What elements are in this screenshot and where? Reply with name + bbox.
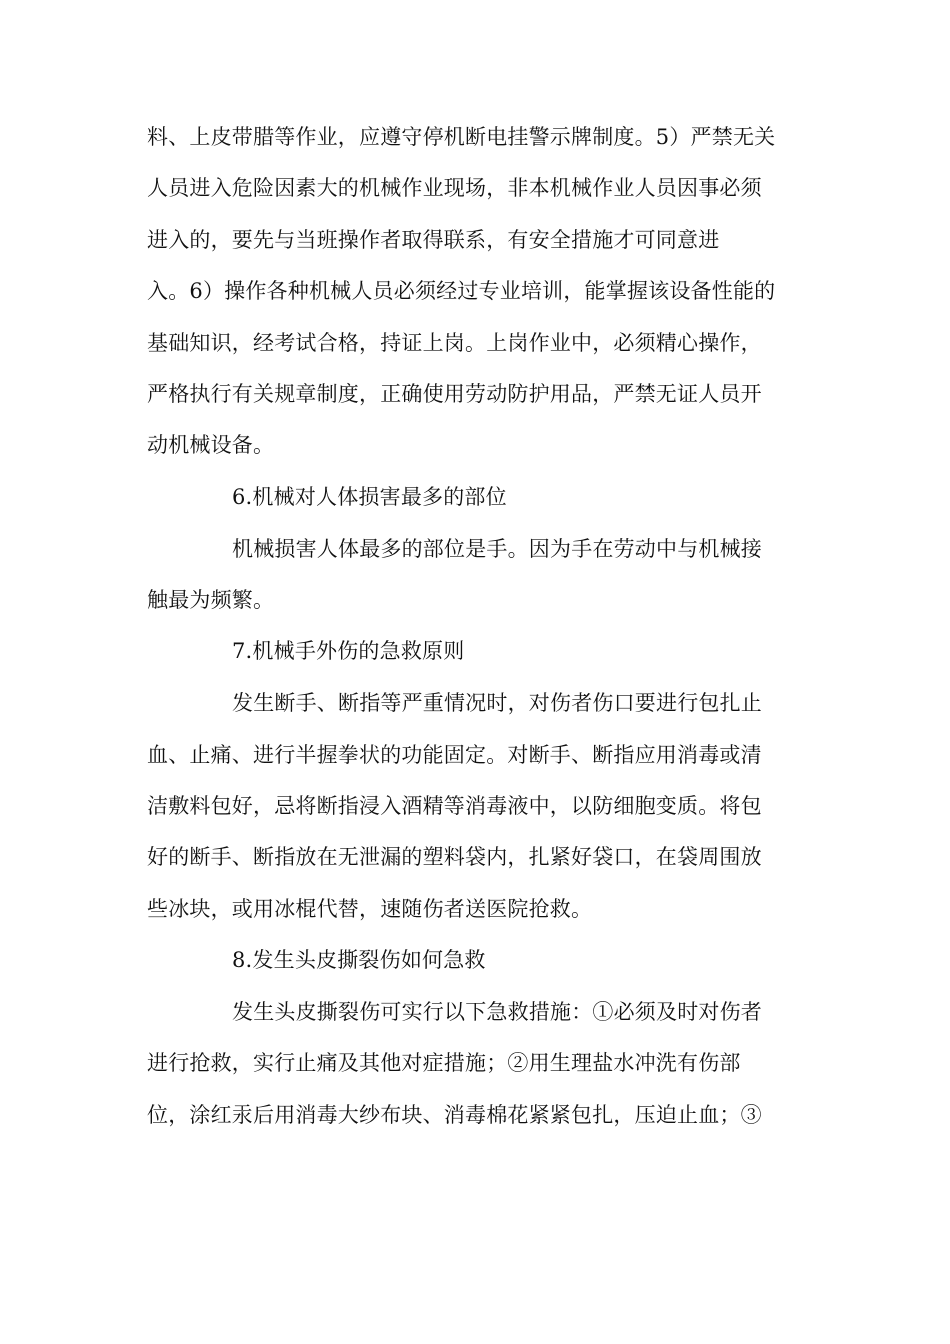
section-heading: 7.机械手外伤的急救原则 xyxy=(232,639,465,663)
text-line: 人员进入危险因素大的机械作业现场，非本机械作业人员因事必须 xyxy=(147,176,762,200)
section-heading: 6.机械对人体损害最多的部位 xyxy=(232,485,507,509)
text-line: 料、上皮带腊等作业，应遵守停机断电挂警示牌制度。5）严禁无关 xyxy=(147,125,776,149)
text-line: 入。6）操作各种机械人员必须经过专业培训，能掌握该设备性能的 xyxy=(147,279,776,303)
text-line: 进入的，要先与当班操作者取得联系，有安全措施才可同意进 xyxy=(147,228,720,252)
text-line: 机械损害人体最多的部位是手。因为手在劳动中与机械接 xyxy=(232,537,762,561)
text-line: 位，涂红汞后用消毒大纱布块、消毒棉花紧紧包扎，压迫止血；③ xyxy=(147,1103,762,1127)
text-line: 基础知识，经考试合格，持证上岗。上岗作业中，必须精心操作， xyxy=(147,331,762,355)
text-line: 严格执行有关规章制度，正确使用劳动防护用品，严禁无证人员开 xyxy=(147,382,762,406)
text-line: 些冰块，或用冰棍代替，速随伤者送医院抢救。 xyxy=(147,897,593,921)
text-line: 发生断手、断指等严重情况时，对伤者伤口要进行包扎止 xyxy=(232,691,762,715)
text-line: 血、止痛、进行半握拳状的功能固定。对断手、断指应用消毒或清 xyxy=(147,743,762,767)
section-heading: 8.发生头皮撕裂伤如何急救 xyxy=(232,948,486,972)
text-line: 进行抢救，实行止痛及其他对症措施；②用生理盐水冲洗有伤部 xyxy=(147,1051,741,1075)
text-line: 动机械设备。 xyxy=(147,433,275,457)
text-line: 发生头皮撕裂伤可实行以下急救措施：①必须及时对伤者 xyxy=(232,1000,762,1024)
text-line: 洁敷料包好，忌将断指浸入酒精等消毒液中，以防细胞变质。将包 xyxy=(147,794,762,818)
text-line: 好的断手、断指放在无泄漏的塑料袋内，扎紧好袋口，在袋周围放 xyxy=(147,845,762,869)
text-line: 触最为频繁。 xyxy=(147,588,275,612)
